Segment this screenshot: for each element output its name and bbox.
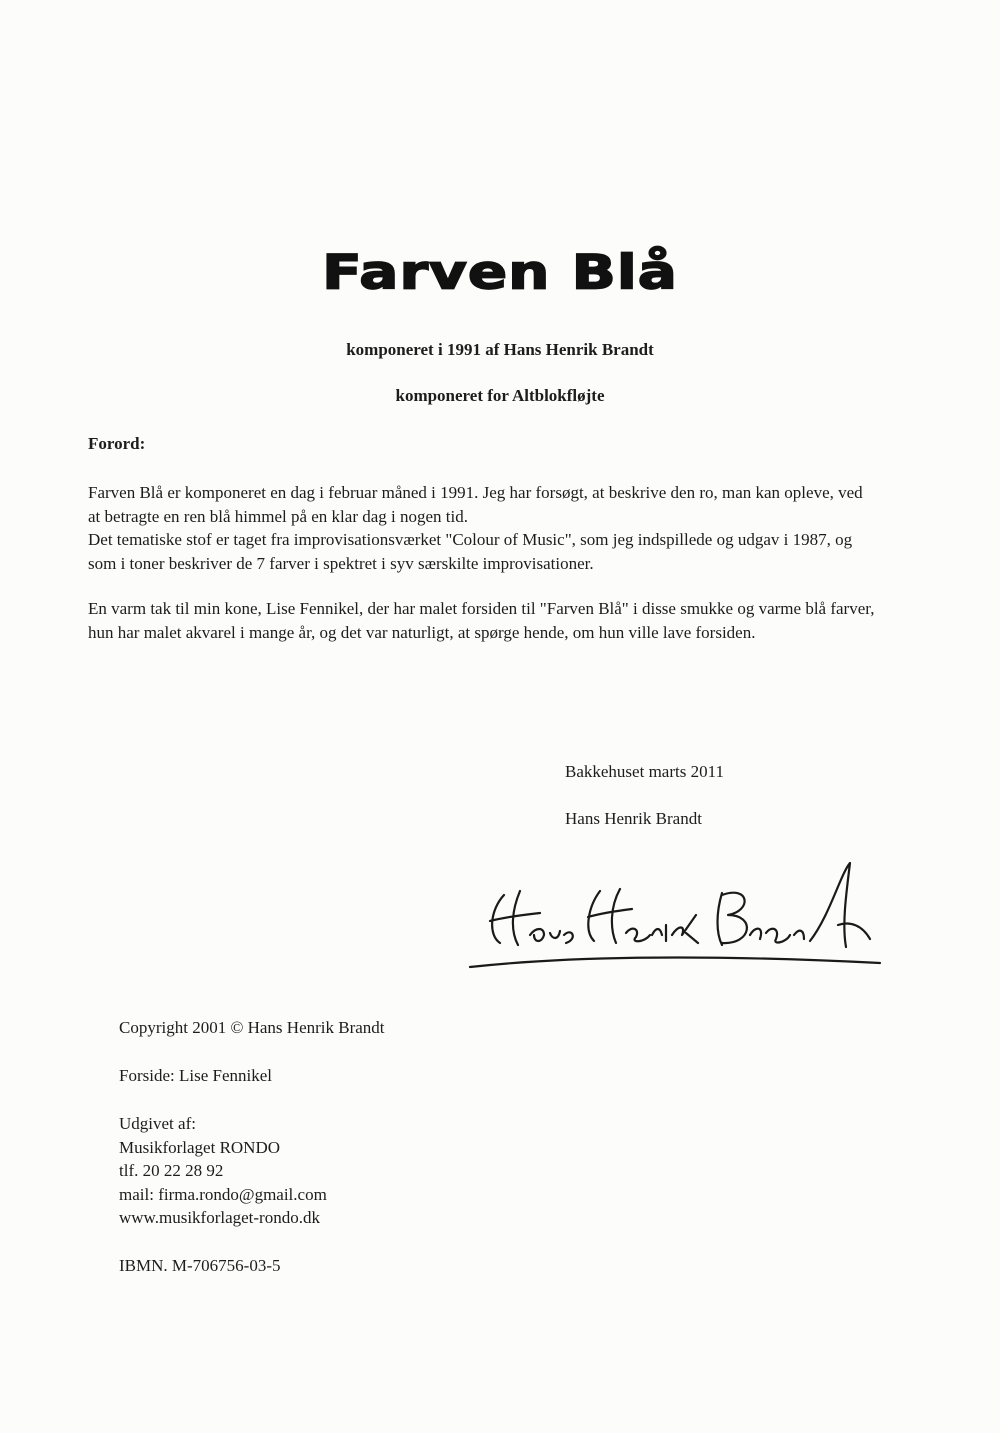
document-title: Farven Blå	[322, 244, 678, 300]
cover-credit: Forside: Lise Fennikel	[119, 1066, 272, 1085]
foreword-paragraph-2-text: En varm tak til min kone, Lise Fennikel, der har malet forsiden til "Farven Blå" i disse smukke og varme blå farver, hun har malet akvarel i mange år, og det var naturligt, at spørge hende, om hun ville lave forsiden.	[88, 599, 875, 642]
foreword-heading: Forord:	[88, 434, 146, 453]
composed-subtitle: komponeret i 1991 af Hans Henrik Brandt	[346, 340, 654, 359]
foreword-paragraph-1-line-1: Farven Blå er komponeret en dag i februar måned i 1991. Jeg har forsøgt, at beskrive den ro, man kan opleve, ved at betragte en ren blå himmel på en klar dag i nogen tid.	[88, 483, 863, 526]
place-date: Bakkehuset marts 2011	[565, 762, 724, 781]
instrument-subtitle: komponeret for Altblokfløjte	[395, 386, 605, 405]
foreword-paragraph-2	[88, 597, 878, 644]
foreword-paragraph-1	[88, 481, 878, 575]
handwritten-signature	[460, 855, 890, 980]
publisher-website: www.musikforlaget-rondo.dk	[119, 1208, 320, 1227]
publisher-block	[119, 1112, 327, 1230]
publisher-mail: mail: firma.rondo@gmail.com	[119, 1184, 327, 1204]
copyright-notice: Copyright 2001 © Hans Henrik Brandt	[119, 1018, 385, 1037]
publisher-label: Udgivet af:	[119, 1114, 196, 1133]
author-name: Hans Henrik Brandt	[565, 809, 702, 828]
publisher-name: Musikforlaget RONDO	[119, 1137, 281, 1157]
publisher-phone: tlf. 20 22 28 92	[119, 1161, 224, 1180]
foreword-paragraph-1-line-2: Det tematiske stof er taget fra improvisationsværket "Colour of Music", som jeg indspillede og udgav i 1987, og som i toner beskriver de 7 farver i spektret i syv særskilte improvisationer.	[88, 530, 853, 573]
ibmn-number: IBMN. M-706756-03-5	[119, 1256, 281, 1275]
